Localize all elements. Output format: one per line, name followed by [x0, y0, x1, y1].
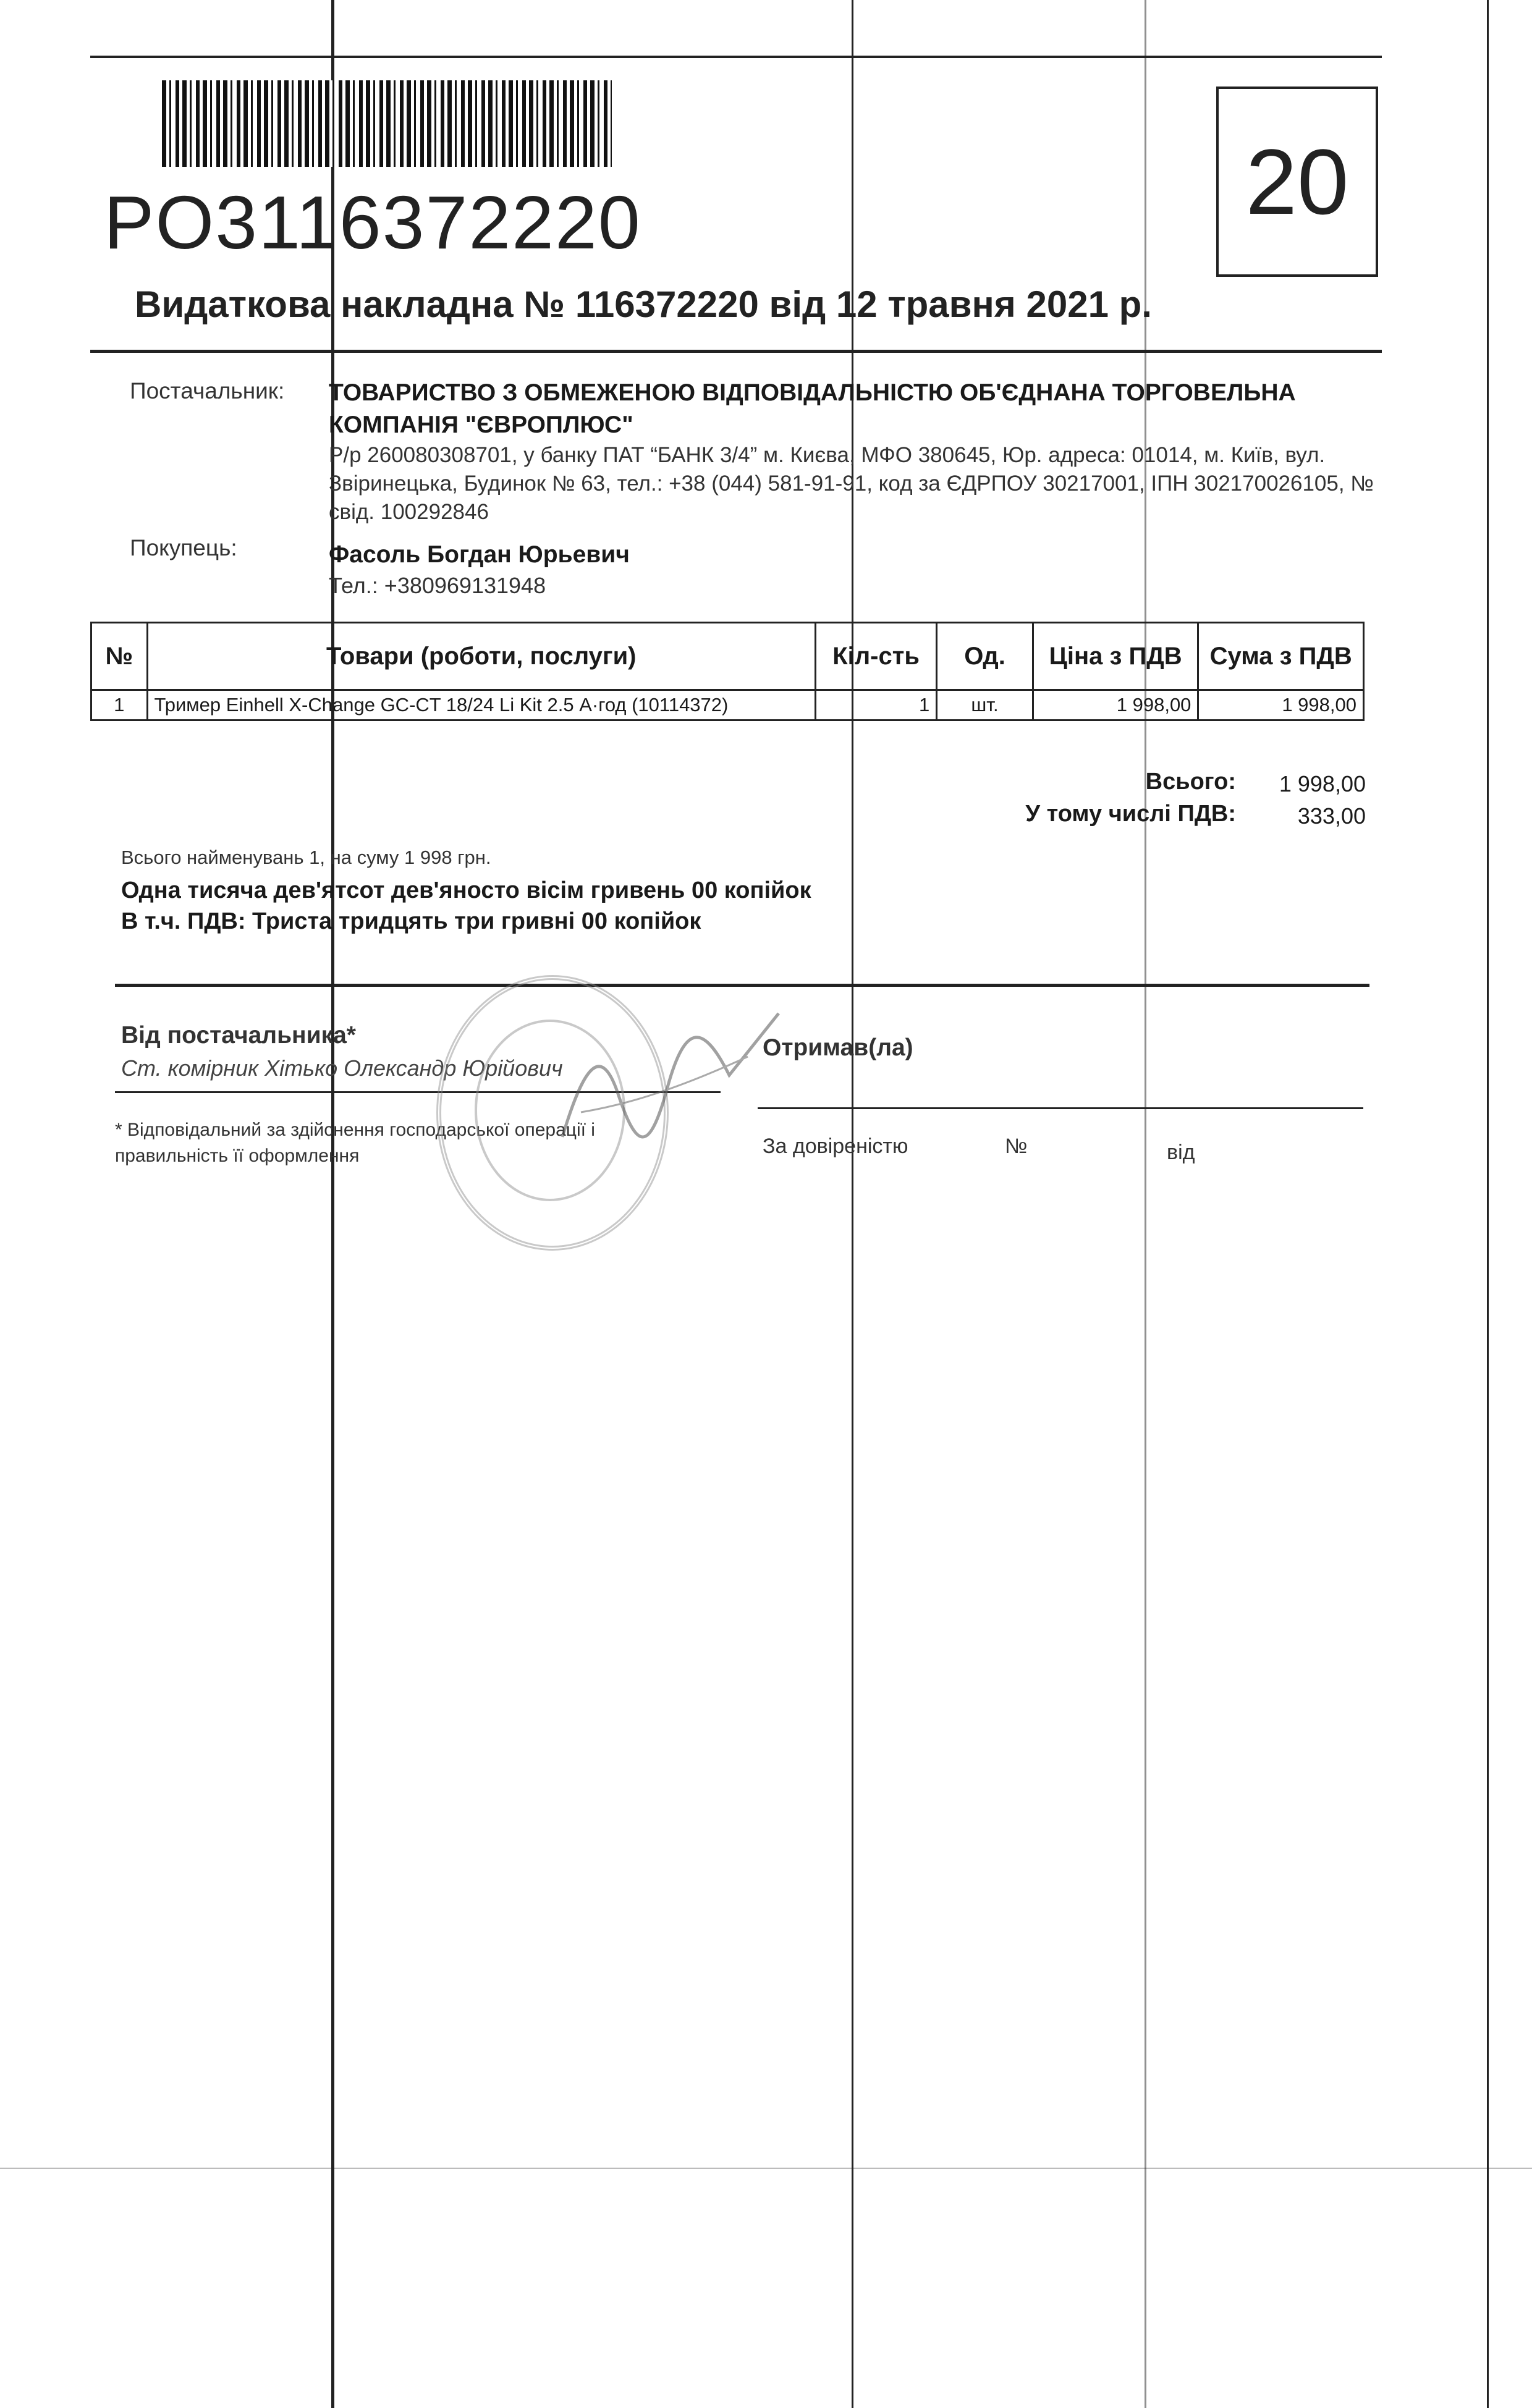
supplier-name: ТОВАРИСТВО З ОБМЕЖЕНОЮ ВІДПОВІДАЛЬНІСТЮ ОБ'ЄДНАНА ТОРГОВЕЛЬНА КОМПАНІЯ "ЄВРОПЛЮС": [329, 379, 1296, 438]
responsible-footnote: * Відповідальний за здійснення господарської операції і правильність її оформлення: [115, 1120, 595, 1166]
cell-no: 1: [91, 690, 148, 720]
from-supplier-label: Від постачальника*: [121, 1022, 356, 1049]
handwritten-signature: [544, 1001, 791, 1168]
scan-line-left: [331, 0, 334, 2408]
col-header-unit: Од.: [937, 623, 1033, 690]
col-header-qty: Кіл-сть: [815, 623, 936, 690]
total-label: Всього:: [1145, 769, 1236, 795]
receiver-signature-line: [758, 1107, 1363, 1109]
table-row: [91, 690, 1364, 720]
cell-unit: шт.: [937, 690, 1033, 720]
signature-section-rule: [115, 984, 1369, 987]
cell-qty: 1: [815, 690, 936, 720]
received-label: Отримав(ла): [763, 1034, 913, 1061]
document-title: Видаткова накладна № 116372220 від 12 травня 2021 р.: [135, 284, 1152, 325]
buyer-phone: Тел.: +380969131948: [329, 573, 546, 598]
supplier-signatory: Ст. комірник Хітько Олександр Юрійович: [121, 1055, 563, 1081]
total-value: 1 998,00: [1279, 771, 1366, 796]
barcode-number: PO3116372220: [104, 180, 641, 264]
top-rule: [90, 56, 1382, 58]
col-header-no: №: [91, 623, 148, 690]
buyer-name: Фасоль Богдан Юрьевич: [329, 541, 630, 568]
proxy-date-label: від: [1167, 1141, 1195, 1164]
vat-in-words: В т.ч. ПДВ: Триста тридцять три гривні 00 копійок: [121, 908, 701, 934]
page-number-box: 20: [1216, 87, 1378, 277]
proxy-number-label: №: [1005, 1134, 1028, 1158]
scan-line-far-right: [1487, 0, 1489, 2408]
col-header-item: Товари (роботи, послуги): [147, 623, 815, 690]
title-rule: [90, 350, 1382, 353]
col-header-price: Ціна з ПДВ: [1033, 623, 1198, 690]
scan-line-right: [1145, 0, 1146, 2408]
table-header-row: [91, 623, 1364, 690]
supplier-details: Р/р 260080308701, у банку ПАТ “БАНК 3/4” м. Києва, МФО 380645, Юр. адреса: 01014, м. Київ, вул. Звіринецька, Будинок № 63, тел.: +38 (044) 581-91-91, код за ЄДРПОУ 30217001, ІПН 302170026105, № свід. 100292846: [329, 443, 1374, 524]
amount-in-words: Одна тисяча дев'ятсот дев'яносто вісім гривень 00 копійок: [121, 877, 811, 903]
cell-item: Тример Einhell X-Change GC-CT 18/24 Li Kit 2.5 А·год (10114372): [147, 690, 815, 720]
vat-value: 333,00: [1297, 803, 1366, 829]
barcode-image: [162, 80, 612, 167]
vat-label: У тому числі ПДВ:: [1025, 801, 1236, 827]
cell-price: 1 998,00: [1033, 690, 1198, 720]
goods-table: [90, 622, 1365, 721]
buyer-label: Покупець:: [130, 535, 237, 560]
proxy-label: За довіреністю: [763, 1134, 908, 1158]
cell-sum: 1 998,00: [1198, 690, 1364, 720]
items-count-line: Всього найменувань 1, на суму 1 998 грн.: [121, 847, 491, 868]
col-header-sum: Сума з ПДВ: [1198, 623, 1364, 690]
scan-line-middle: [852, 0, 853, 2408]
scan-edge-bottom: [0, 2168, 1532, 2169]
supplier-label: Постачальник:: [130, 378, 285, 403]
